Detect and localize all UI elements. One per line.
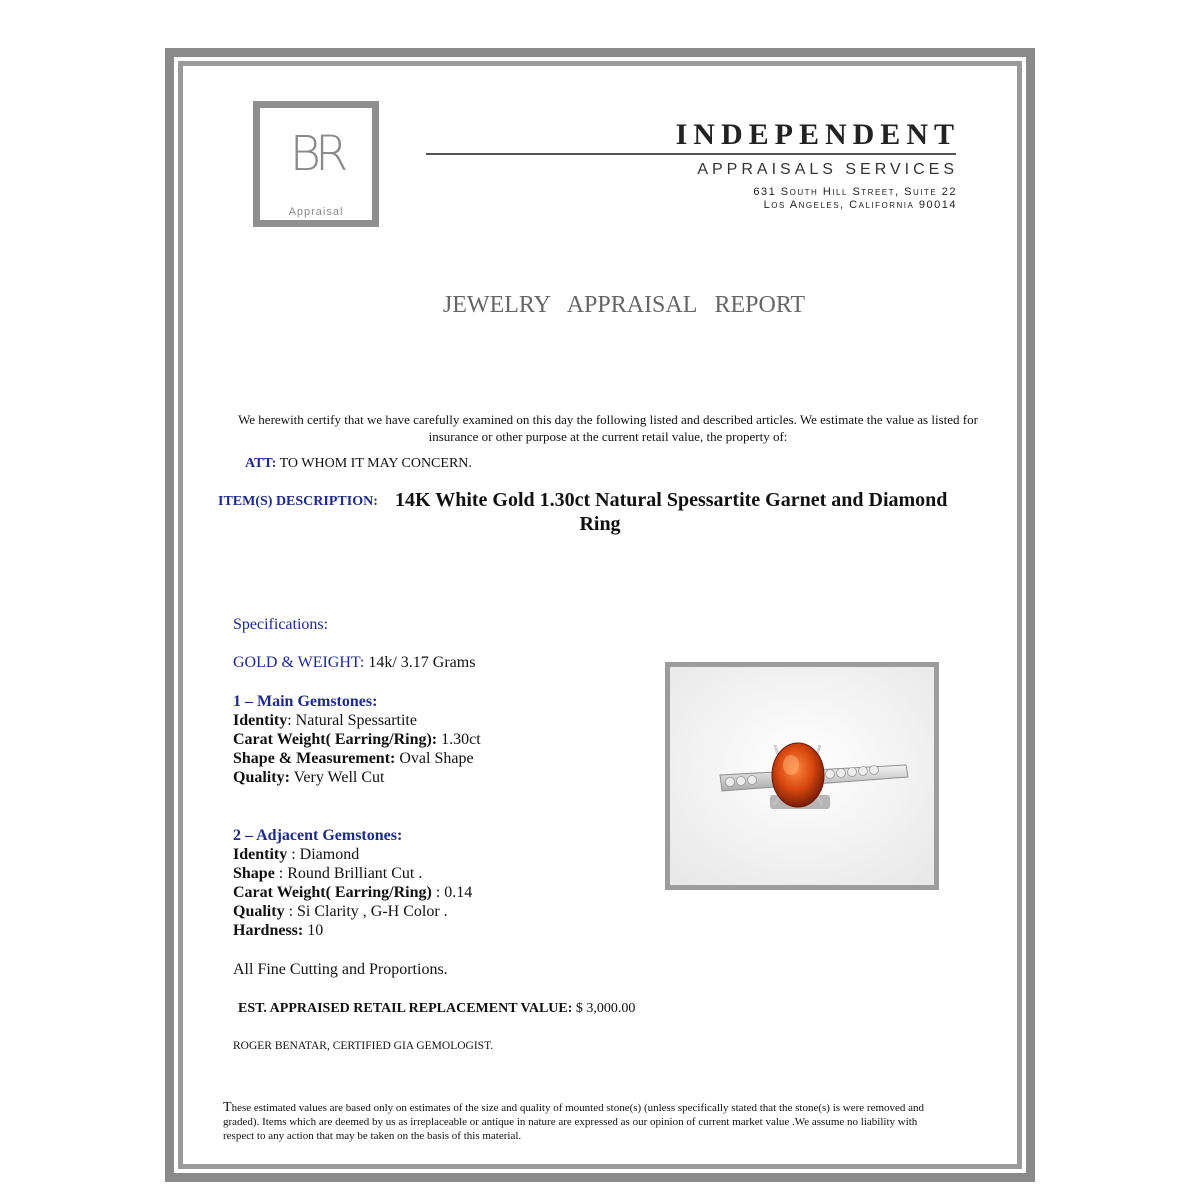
gold-weight-line [233, 653, 475, 672]
logo-mark: BR [289, 126, 343, 182]
certification-text: We herewith certify that we have carefully examined on this day the following listed and described articles. We estimate the value as listed for insurance or other purpose at the current retail value, the property of: [238, 412, 978, 444]
main-quality-label: Quality: [233, 769, 290, 786]
adjacent-identity-value: : Diamond [287, 846, 360, 863]
adjacent-shape-line [233, 864, 422, 883]
att-label: ATT: [245, 456, 277, 471]
main-carat-line [233, 730, 481, 749]
main-quality-line [233, 768, 384, 787]
ring-photo [665, 662, 939, 890]
adjacent-identity-label: Identity [233, 846, 288, 863]
main-identity-label: Identity [233, 712, 288, 729]
main-shape-value: Oval Shape [395, 750, 474, 767]
adjacent-quality-value: : Si Clarity , G-H Color . [284, 903, 448, 920]
gold-weight-value: 14k/ 3.17 Grams [368, 654, 476, 671]
adjacent-gemstones-heading: 2 – Adjacent Gemstones: [233, 827, 403, 844]
ring-image [670, 667, 934, 885]
appraised-value-line [238, 1001, 635, 1017]
main-quality-value: Very Well Cut [289, 769, 385, 786]
report-title: JEWELRY APPRAISAL REPORT [442, 292, 806, 318]
item-description-line1: 14K White Gold 1.30ct Natural Spessartite Garnet and Diamond [395, 489, 948, 511]
main-gemstones-heading: 1 – Main Gemstones: [233, 693, 378, 710]
brand-name: INDEPENDENT [675, 118, 960, 151]
gold-weight-label: GOLD & WEIGHT: [233, 654, 365, 671]
fine-cutting-note: All Fine Cutting and Proportions. [233, 961, 448, 978]
appraised-value-label: EST. APPRAISED RETAIL REPLACEMENT VALUE: [238, 1001, 573, 1016]
att-line [245, 456, 472, 472]
appraisal-logo [253, 101, 379, 227]
brand-address-line2: Los Angeles, California 90014 [763, 199, 957, 211]
brand-subtitle: APPRAISALS SERVICES [697, 161, 958, 178]
adjacent-quality-line [233, 902, 448, 921]
adjacent-identity-line [233, 845, 359, 864]
disclaimer-initial: T [223, 1100, 232, 1115]
disclaimer [223, 1101, 943, 1143]
main-identity-value: : Natural Spessartite [287, 712, 417, 729]
appraised-value-amount: $ 3,000.00 [575, 1001, 636, 1016]
main-carat-value: 1.30ct [437, 731, 481, 748]
adjacent-shape-label: Shape [233, 865, 275, 882]
adjacent-shape-value: : Round Brilliant Cut . [274, 865, 423, 882]
adjacent-hardness-line [233, 921, 323, 940]
brand-rule [426, 153, 956, 155]
brand-address-line1: 631 South Hill Street, Suite 22 [753, 186, 957, 198]
main-carat-label: Carat Weight( Earring/Ring): [233, 731, 438, 748]
adjacent-hardness-value: 10 [303, 922, 324, 939]
disclaimer-text: hese estimated values are based only on estimates of the size and quality of mounted stone(s) (unless specifically stated that the stone(s) is were removed and graded). Items which are deemed by us as irreplaceable or antique in nature are expressed as our opinion of current market value .We assume no liability with respect to any action that may be taken on the basis of this material. [223, 1102, 925, 1142]
att-value: TO WHOM IT MAY CONCERN. [279, 456, 472, 471]
adjacent-hardness-label: Hardness: [233, 922, 304, 939]
specifications-heading: Specifications: [233, 616, 329, 633]
item-description-line2: Ring [579, 513, 621, 535]
adjacent-quality-label: Quality [233, 903, 285, 920]
main-shape-label: Shape & Measurement: [233, 750, 396, 767]
adjacent-carat-label: Carat Weight( Earring/Ring) [233, 884, 432, 901]
main-identity-line [233, 711, 417, 730]
main-shape-line [233, 749, 474, 768]
logo-caption: Appraisal [288, 206, 344, 218]
item-description-label: ITEM(S) DESCRIPTION: [218, 494, 378, 509]
gemologist-signature-line: ROGER BENATAR, CERTIFIED GIA GEMOLOGIST. [233, 1040, 494, 1052]
adjacent-carat-line [233, 883, 472, 902]
adjacent-carat-value: : 0.14 [431, 884, 473, 901]
